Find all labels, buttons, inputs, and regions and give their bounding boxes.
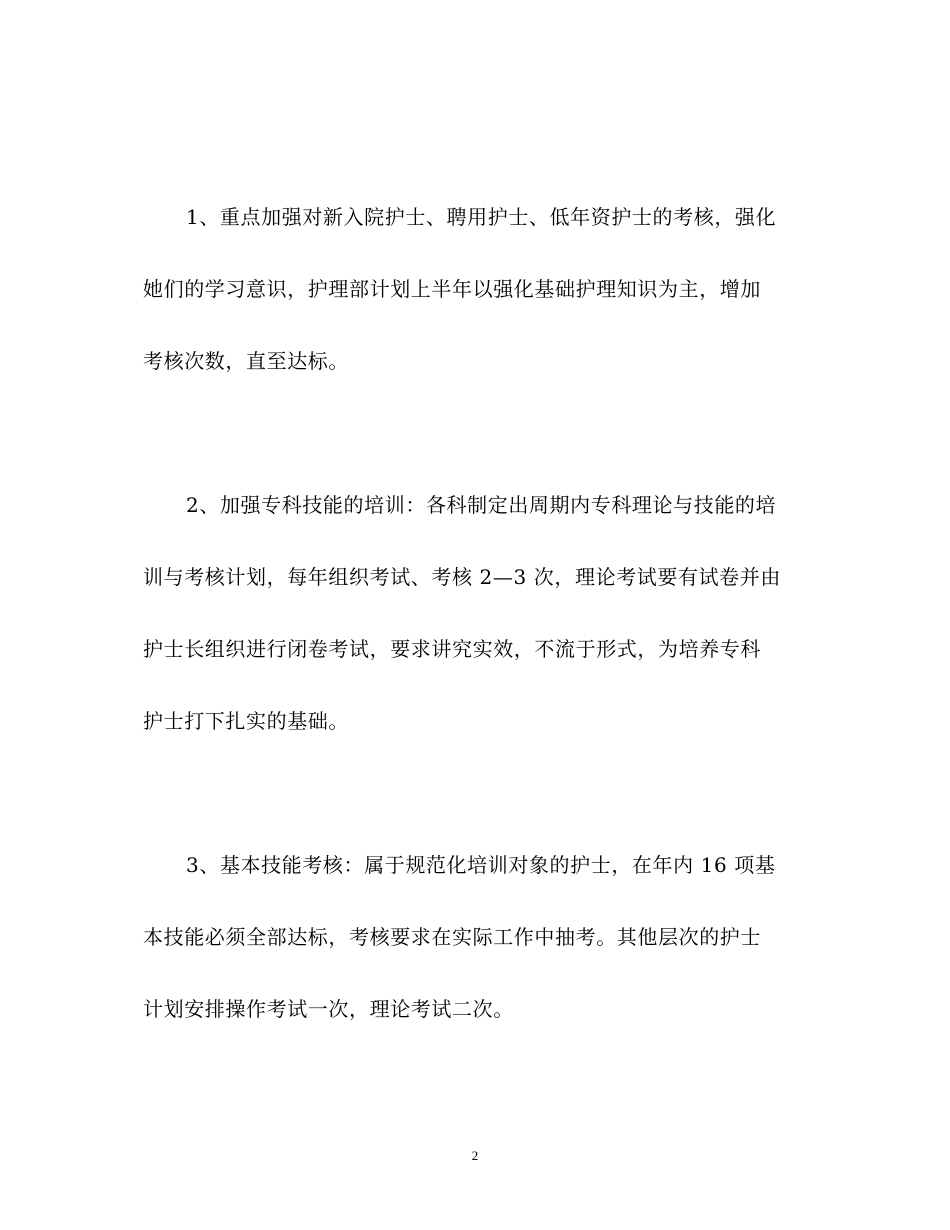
paragraph-2-line-4: 护士打下扎实的基础。	[143, 709, 349, 733]
paragraph-3-line-2: 本技能必须全部达标，考核要求在实际工作中抽考。其他层次的护士	[143, 925, 761, 949]
paragraph-1-line-2: 她们的学习意识，护理部计划上半年以强化基础护理知识为主，增加	[143, 277, 761, 301]
paragraph-2-line-1: 2、加强专科技能的培训：各科制定出周期内专科理论与技能的培	[186, 493, 777, 517]
paragraph-3-line-1: 3、基本技能考核：属于规范化培训对象的护士，在年内 16 项基	[186, 853, 776, 877]
paragraph-2-line-3: 护士长组织进行闭卷考试，要求讲究实效，不流于形式，为培养专科	[143, 637, 761, 661]
page-number: 2	[471, 1148, 479, 1163]
paragraph-2-line-2: 训与考核计划，每年组织考试、考核 2—3 次，理论考试要有试卷并由	[143, 565, 781, 589]
paragraph-3-line-3: 计划安排操作考试一次，理论考试二次。	[143, 997, 514, 1021]
paragraph-1-line-1: 1、重点加强对新入院护士、聘用护士、低年资护士的考核，强化	[186, 205, 777, 229]
paragraph-1-line-3: 考核次数，直至达标。	[143, 349, 349, 373]
